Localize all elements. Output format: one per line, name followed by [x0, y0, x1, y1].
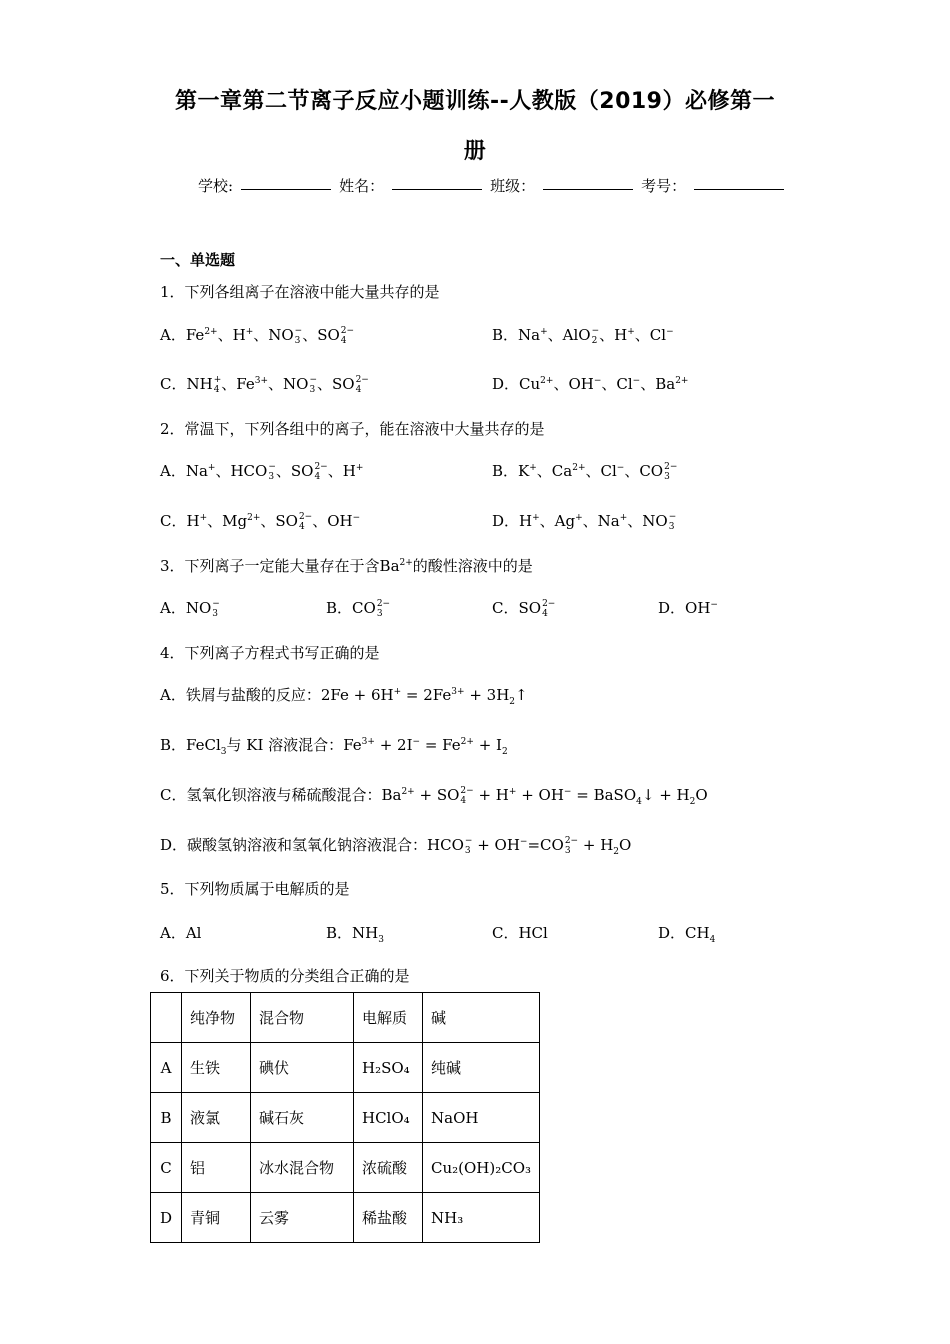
table-header-cell: 纯净物 [182, 993, 251, 1043]
table-cell: Cu₂(OH)₂CO₃ [423, 1143, 540, 1193]
page-title-line2: 册 [463, 139, 487, 164]
table-header-row [151, 993, 540, 1043]
table-cell: H₂SO₄ [354, 1043, 423, 1093]
table-cell: 冰水混合物 [251, 1143, 354, 1193]
question-1-option-b: B．Na+、AlO − 2 、H+、Cl− [492, 326, 674, 346]
table-cell: A [151, 1043, 182, 1093]
table-cell: 浓硫酸 [354, 1143, 423, 1193]
table-row [151, 1093, 540, 1143]
table-cell: 碱石灰 [251, 1093, 354, 1143]
school-blank [241, 175, 331, 190]
question-5-stem: 5．下列物质属于电解质的是 [160, 880, 350, 898]
question-4-option-d: D．碳酸氢钠溶液和氢氧化钠溶液混合：HCO − 3 + OH−=CO 2− 3 + $H_2O$ [160, 836, 632, 857]
question-5-option-c: C．HCl [492, 924, 548, 942]
classification-table [150, 992, 540, 1243]
table-cell: NaOH [423, 1093, 540, 1143]
question-4-option-b: B．FeCl$_3$与 KI 溶液混合：$Fe^{3+} + 2I^- = Fe^{2+} + I_2$ [160, 736, 508, 757]
question-5-option-d: D．$CH_4$ [658, 924, 716, 945]
table-cell: 生铁 [182, 1043, 251, 1093]
question-1-option-a: A．$Fe^{2+}$、H+、NO − 3 、SO 2− 4 [160, 326, 355, 346]
table-row [151, 1043, 540, 1093]
class-label: 班级： [490, 177, 536, 195]
table-cell: 稀盐酸 [354, 1193, 423, 1243]
table-cell: B [151, 1093, 182, 1143]
school-label: 学校: [198, 177, 234, 195]
question-5-option-b: B．$NH_3$ [326, 924, 384, 945]
question-2-option-d: D．H+、Ag+、Na+、NO − 3 [492, 512, 677, 532]
table-cell: 青铜 [182, 1193, 251, 1243]
question-4-option-c: C．氢氧化钡溶液与稀硫酸混合：$Ba^{2+}$ + SO 2− 4 + H+ + OH− = BaSO$_4$↓ + $H_2O$ [160, 786, 708, 807]
table-cell: 碘伏 [251, 1043, 354, 1093]
table-header-cell: 电解质 [354, 993, 423, 1043]
question-6-stem: 6．下列关于物质的分类组合正确的是 [160, 967, 410, 985]
question-3-option-c: C．SO 2− 4 [492, 599, 556, 619]
table-row [151, 1143, 540, 1193]
table-cell: NH₃ [423, 1193, 540, 1243]
page-title-line1: 第一章第二节离子反应小题训练--人教版（2019）必修第一 [175, 89, 775, 114]
question-3-stem: 3．下列离子一定能大量存在于含$Ba^{2+}$的酸性溶液中的是 [160, 557, 533, 575]
question-2-option-c: C．H+、$Mg^{2+}$、SO 2− 4 、OH− [160, 512, 361, 532]
table-cell: C [151, 1143, 182, 1193]
question-1-stem: 1．下列各组离子在溶液中能大量共存的是 [160, 283, 440, 301]
question-5-option-a: A．Al [160, 924, 202, 942]
question-2-stem: 2．常温下，下列各组中的离子，能在溶液中大量共存的是 [160, 420, 545, 438]
table-cell: HClO₄ [354, 1093, 423, 1143]
question-3-option-a: A．NO − 3 [160, 599, 220, 619]
table-header-cell: 碱 [423, 993, 540, 1043]
number-blank [694, 175, 784, 190]
student-info-row [198, 175, 784, 196]
question-1-option-d: D．$Cu^{2+}$、OH−、Cl−、$Ba^{2+}$ [492, 375, 689, 393]
table-header-cell: 混合物 [251, 993, 354, 1043]
table-row [151, 1193, 540, 1243]
question-4-stem: 4．下列离子方程式书写正确的是 [160, 644, 380, 662]
table-header-cell [151, 993, 182, 1043]
table-cell: 纯碱 [423, 1043, 540, 1093]
table-cell: D [151, 1193, 182, 1243]
table-cell: 云雾 [251, 1193, 354, 1243]
name-blank [392, 175, 482, 190]
table-cell: 液氯 [182, 1093, 251, 1143]
number-label: 考号： [641, 177, 687, 195]
question-3-option-d: D．OH− [658, 599, 718, 617]
table-cell: 铝 [182, 1143, 251, 1193]
question-3-option-b: B．CO 2− 3 [326, 599, 391, 619]
question-2-option-a: A．Na+、HCO − 3 、SO 2− 4 、H+ [160, 462, 364, 482]
question-2-option-b: B．K+、$Ca^{2+}$、Cl−、CO 2− 3 [492, 462, 678, 482]
class-blank [543, 175, 633, 190]
question-4-option-a: A．铁屑与盐酸的反应：$2Fe + 6H^+ = 2Fe^{3+}$ + $3H_2↑$ [160, 686, 528, 707]
name-label: 姓名： [339, 177, 385, 195]
question-1-option-c: C．NH + 4 、$Fe^{3+}$、NO − 3 、SO 2− 4 [160, 375, 369, 395]
section-heading: 一、单选题 [160, 251, 236, 269]
